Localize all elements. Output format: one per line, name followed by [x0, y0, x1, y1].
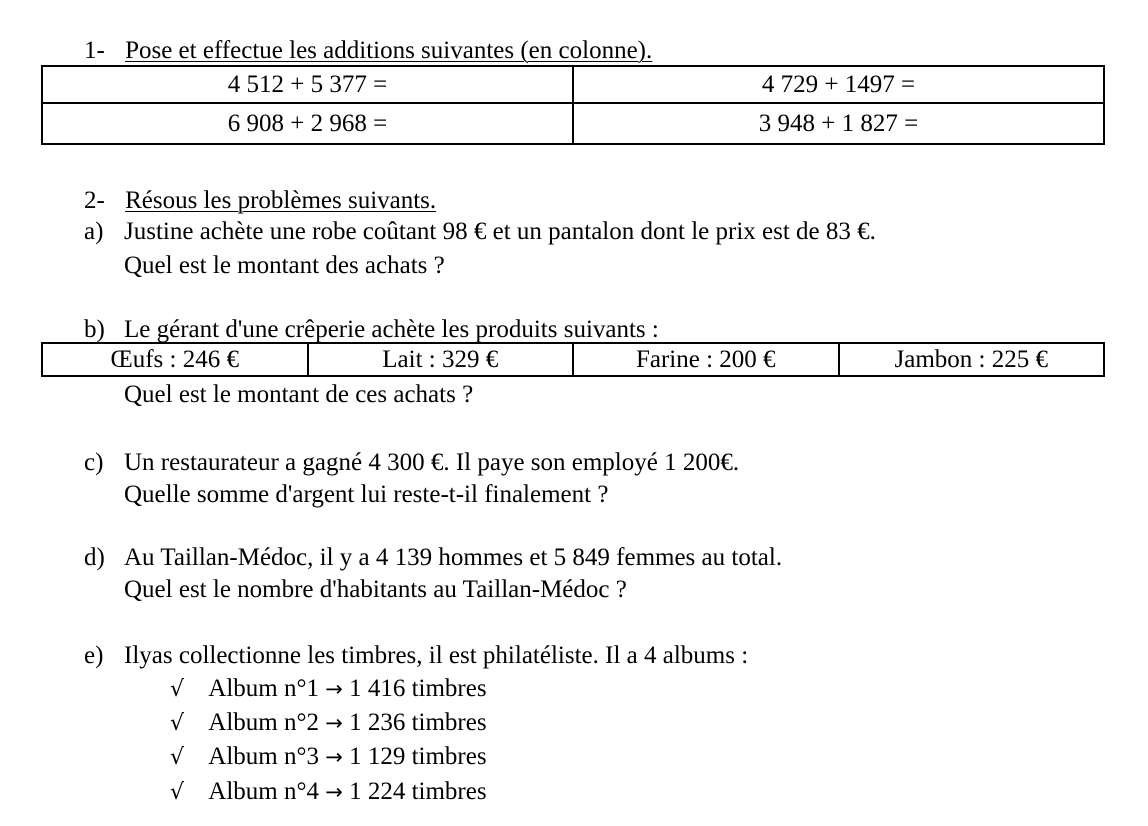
table-row [42, 343, 1104, 376]
album-count: 1 129 timbres [349, 743, 487, 770]
problem-d-line2: Quel est le nombre d'habitants au Taillan-Médoc ? [124, 576, 627, 603]
arrow-right-icon: → [325, 745, 343, 769]
problem-e-line1: Ilyas collectionne les timbres, il est philatéliste. Il a 4 albums : [124, 642, 749, 669]
section-1-heading [84, 38, 652, 63]
operation-cell: 3 948 + 1 827 = [573, 103, 1104, 144]
section-2-number: 2- [84, 187, 105, 214]
album-count: 1 236 timbres [349, 709, 487, 736]
arrow-right-icon: → [325, 780, 343, 804]
album-name: Album n°4 [208, 778, 319, 805]
list-item [170, 676, 487, 701]
album-name: Album n°1 [208, 675, 319, 702]
arrow-right-icon: → [325, 711, 343, 735]
problem-a-line1: Justine achète une robe coûtant 98 € et un pantalon dont le prix est de 83 €. [124, 218, 876, 245]
operation-cell: 4 729 + 1497 = [573, 66, 1104, 103]
problem-c-line1: Un restaurateur a gagné 4 300 €. Il paye son employé 1 200€. [124, 449, 740, 476]
operation-cell: 6 908 + 2 968 = [42, 103, 573, 144]
check-icon: √ [170, 677, 185, 702]
problem-b-line1: Le gérant d'une crêperie achète les produits suivants : [124, 316, 659, 343]
problem-b-letter: b) [84, 316, 105, 343]
check-icon: √ [170, 780, 185, 805]
product-cell: Jambon : 225 € [839, 343, 1105, 376]
arrow-right-icon: → [325, 677, 343, 701]
check-icon: √ [170, 745, 185, 770]
problem-c-letter: c) [84, 449, 104, 476]
list-item [170, 710, 487, 735]
product-cell: Lait : 329 € [308, 343, 574, 376]
check-icon: √ [170, 711, 185, 736]
table-row [42, 66, 1104, 103]
problem-d-line1: Au Taillan-Médoc, il y a 4 139 hommes et 5 849 femmes au total. [124, 544, 783, 571]
album-name: Album n°2 [208, 709, 319, 736]
operation-cell: 4 512 + 5 377 = [42, 66, 573, 103]
problem-c-line2: Quelle somme d'argent lui reste-t-il finalement ? [124, 481, 609, 508]
album-count: 1 416 timbres [349, 675, 487, 702]
list-item [170, 744, 487, 769]
list-item [170, 779, 487, 804]
table-row [42, 103, 1104, 144]
album-name: Album n°3 [208, 743, 319, 770]
section-2-title: Résous les problèmes suivants. [125, 187, 437, 214]
section-1-number: 1- [84, 37, 105, 64]
problem-b-question: Quel est le montant de ces achats ? [124, 381, 474, 408]
problem-a-letter: a) [84, 218, 104, 245]
additions-table [41, 65, 1105, 145]
album-count: 1 224 timbres [349, 778, 487, 805]
product-cell: Œufs : 246 € [42, 343, 308, 376]
product-cell: Farine : 200 € [573, 343, 839, 376]
problem-a-line2: Quel est le montant des achats ? [124, 252, 445, 279]
section-1-title: Pose et effectue les additions suivantes (en colonne). [125, 37, 653, 64]
section-2-heading [84, 188, 436, 213]
problem-e-letter: e) [84, 642, 104, 669]
products-table [41, 342, 1105, 377]
problem-d-letter: d) [84, 544, 105, 571]
